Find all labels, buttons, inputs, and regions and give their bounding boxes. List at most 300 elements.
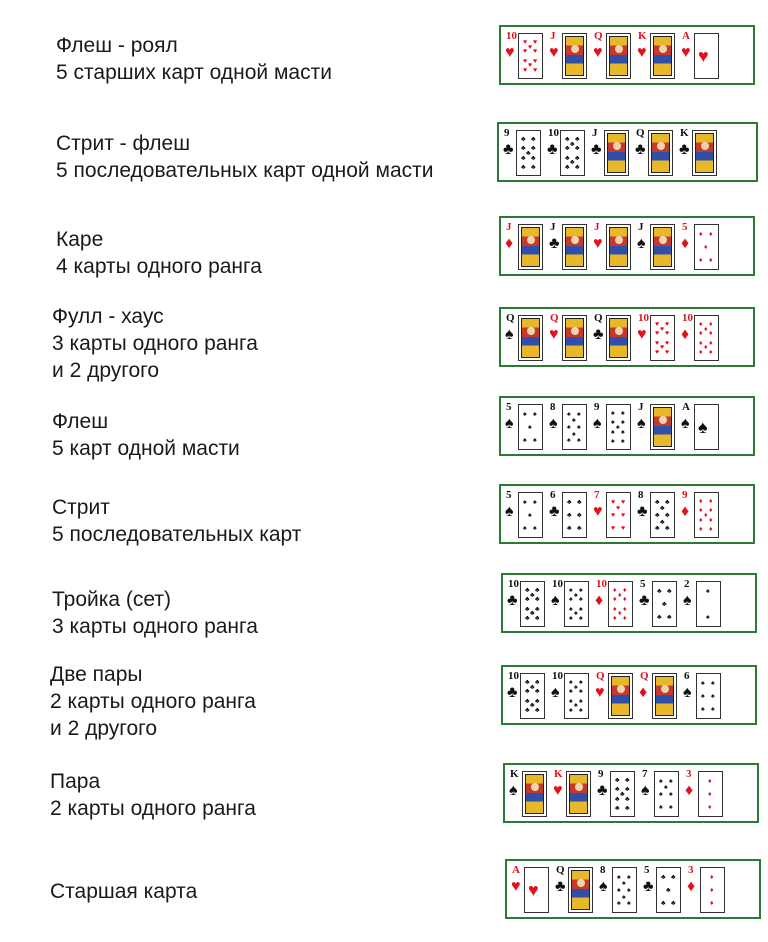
spades-pip-icon: ♠ (617, 886, 621, 894)
spades-pip-icon: ♠ (528, 511, 532, 519)
hearts-suit-icon: ♥ (549, 326, 559, 343)
spades-pip-icon: ♠ (523, 410, 527, 418)
diamonds-pip-icon: ♦ (613, 605, 617, 613)
spades-pip-icon: ♠ (569, 614, 573, 622)
playing-card (599, 865, 641, 915)
hand-description-line: 4 карты одного ранга (56, 255, 262, 278)
card-face (604, 130, 629, 176)
diamonds-pip-icon: ♦ (709, 256, 713, 264)
hearts-suit-icon: ♥ (593, 235, 603, 252)
spades-pip-icon: ♠ (567, 436, 571, 444)
card-rank: K (510, 768, 519, 780)
spades-pip-icon: ♠ (701, 692, 705, 700)
card-strip (497, 122, 758, 182)
card-face (566, 771, 591, 817)
hand-description (50, 661, 256, 742)
diamonds-pip-icon: ♦ (709, 339, 713, 347)
clubs-pip-icon: ♣ (525, 687, 530, 695)
clubs-pip-icon: ♣ (666, 886, 671, 894)
card-rank: A (682, 401, 690, 413)
card-face (608, 581, 633, 627)
clubs-suit-icon: ♣ (643, 878, 654, 895)
hearts-pip-icon: ♥ (621, 498, 626, 506)
hand-title: Флеш (52, 410, 109, 433)
court-figure-icon (653, 36, 672, 76)
card-face (654, 771, 679, 817)
playing-card (549, 490, 591, 540)
spades-pip-icon: ♠ (611, 409, 615, 417)
clubs-pip-icon: ♣ (667, 613, 672, 621)
diamonds-pip-icon: ♦ (709, 348, 713, 356)
clubs-suit-icon: ♣ (549, 235, 560, 252)
hand-description-line: 2 карты одного ранга (50, 797, 256, 820)
clubs-pip-icon: ♣ (655, 498, 660, 506)
hearts-suit-icon: ♥ (505, 44, 515, 61)
card-rank: Q (506, 312, 515, 324)
spades-pip-icon: ♠ (611, 418, 615, 426)
spades-suit-icon: ♠ (599, 878, 608, 895)
clubs-pip-icon: ♣ (625, 795, 630, 803)
card-strip (501, 665, 757, 725)
court-figure-icon (695, 133, 714, 173)
clubs-pip-icon: ♣ (530, 591, 535, 599)
card-rank: Q (596, 670, 605, 682)
clubs-pip-icon: ♣ (565, 163, 570, 171)
spades-pip-icon: ♠ (617, 873, 621, 881)
hearts-suit-icon: ♥ (549, 44, 559, 61)
diamonds-pip-icon: ♦ (710, 899, 714, 907)
spades-suit-icon: ♠ (551, 592, 560, 609)
hearts-suit-icon: ♥ (593, 503, 603, 520)
court-figure-icon (565, 36, 584, 76)
hearts-suit-icon: ♥ (637, 44, 647, 61)
diamonds-suit-icon: ♦ (687, 878, 696, 895)
clubs-pip-icon: ♣ (671, 899, 676, 907)
card-face (564, 581, 589, 627)
clubs-pip-icon: ♣ (565, 135, 570, 143)
spades-pip-icon: ♠ (569, 678, 573, 686)
card-face (564, 673, 589, 719)
spades-pip-icon: ♠ (659, 777, 663, 785)
clubs-pip-icon: ♣ (531, 163, 536, 171)
card-face (650, 315, 675, 361)
playing-card (549, 313, 591, 363)
hand-description-line: 3 карты одного ранга (52, 332, 258, 355)
diamonds-pip-icon: ♦ (699, 256, 703, 264)
diamonds-pip-icon: ♦ (699, 525, 703, 533)
diamonds-pip-icon: ♦ (704, 343, 708, 351)
clubs-suit-icon: ♣ (593, 326, 604, 343)
clubs-pip-icon: ♣ (535, 706, 540, 714)
card-face (562, 224, 587, 270)
card-rank: J (550, 221, 556, 233)
card-rank: 6 (550, 489, 556, 501)
card-face (562, 404, 587, 450)
clubs-pip-icon: ♣ (521, 135, 526, 143)
spades-pip-icon: ♠ (701, 705, 705, 713)
hand-title: Стрит (52, 496, 110, 519)
diamonds-pip-icon: ♦ (613, 614, 617, 622)
playing-card (597, 769, 639, 819)
clubs-pip-icon: ♣ (531, 144, 536, 152)
diamonds-pip-icon: ♦ (709, 506, 713, 514)
card-face (650, 404, 675, 450)
card-face (696, 673, 721, 719)
spades-suit-icon: ♠ (505, 326, 514, 343)
playing-card (595, 579, 637, 629)
card-rank: K (680, 127, 689, 139)
spades-pip-icon: ♠ (572, 430, 576, 438)
spades-pip-icon: ♠ (569, 605, 573, 613)
spades-suit-icon: ♠ (683, 684, 692, 701)
card-face (518, 404, 543, 450)
diamonds-pip-icon: ♦ (704, 243, 708, 251)
card-strip (499, 484, 755, 544)
diamonds-suit-icon: ♦ (595, 592, 604, 609)
court-figure-icon (651, 133, 670, 173)
hearts-pip-icon: ♥ (533, 38, 538, 46)
card-rank: 8 (550, 401, 556, 413)
card-rank: Q (636, 127, 645, 139)
hand-description (50, 768, 256, 822)
clubs-pip-icon: ♣ (615, 804, 620, 812)
card-rank: A (682, 30, 690, 42)
hand-description-line: 5 последовательных карт одной масти (56, 159, 434, 182)
card-face (606, 315, 631, 361)
card-face (694, 404, 719, 450)
spades-pip-icon: ♠ (664, 783, 668, 791)
card-rank: 10 (548, 127, 559, 139)
card-rank: K (638, 30, 647, 42)
playing-card (593, 31, 635, 81)
hand-description (56, 226, 262, 280)
hearts-pip-icon: ♥ (621, 511, 626, 519)
card-face (700, 867, 725, 913)
card-rank: 3 (686, 768, 692, 780)
clubs-pip-icon: ♣ (521, 144, 526, 152)
hearts-pip-icon: ♥ (665, 348, 670, 356)
hand-description-line: 2 карты одного ранга (50, 690, 256, 713)
card-rank: J (594, 221, 600, 233)
spades-pip-icon: ♠ (627, 886, 631, 894)
card-rank: Q (550, 312, 559, 324)
court-figure-icon (609, 36, 628, 76)
card-rank: 5 (506, 401, 512, 413)
card-face (694, 315, 719, 361)
card-rank: 9 (682, 489, 688, 501)
playing-card (637, 490, 679, 540)
card-rank: 10 (552, 670, 563, 682)
clubs-suit-icon: ♣ (591, 141, 602, 158)
diamonds-pip-icon: ♦ (618, 609, 622, 617)
spades-pip-icon: ♠ (701, 679, 705, 687)
hand-description-line: 5 карт одной масти (52, 437, 240, 460)
clubs-pip-icon: ♣ (575, 135, 580, 143)
card-face (518, 315, 543, 361)
playing-card (509, 769, 551, 819)
card-face (520, 581, 545, 627)
spades-pip-icon: ♠ (533, 524, 537, 532)
card-face (652, 673, 677, 719)
clubs-pip-icon: ♣ (530, 609, 535, 617)
playing-card (505, 31, 547, 81)
spades-pip-icon: ♠ (579, 586, 583, 594)
spades-pip-icon: ♠ (533, 410, 537, 418)
playing-card (687, 865, 729, 915)
spades-suit-icon: ♠ (509, 782, 518, 799)
clubs-pip-icon: ♣ (525, 697, 530, 705)
clubs-suit-icon: ♣ (549, 503, 560, 520)
card-strip (499, 396, 755, 456)
clubs-pip-icon: ♣ (535, 678, 540, 686)
spades-suit-icon: ♠ (681, 415, 690, 432)
clubs-pip-icon: ♣ (665, 498, 670, 506)
clubs-suit-icon: ♣ (507, 592, 518, 609)
spades-pip-icon: ♠ (621, 437, 625, 445)
diamonds-pip-icon: ♦ (704, 511, 708, 519)
spades-suit-icon: ♠ (593, 415, 602, 432)
hearts-pip-icon: ♥ (665, 320, 670, 328)
playing-card (505, 222, 547, 272)
card-face (518, 492, 543, 538)
clubs-pip-icon: ♣ (570, 140, 575, 148)
hearts-pip-icon: ♥ (660, 343, 665, 351)
hearts-pip-icon: ♥ (528, 61, 533, 69)
clubs-pip-icon: ♣ (521, 163, 526, 171)
hearts-suit-icon: ♥ (637, 326, 647, 343)
playing-card (593, 402, 635, 452)
spades-pip-icon: ♠ (627, 873, 631, 881)
diamonds-pip-icon: ♦ (618, 591, 622, 599)
spades-pip-icon: ♠ (622, 893, 626, 901)
clubs-pip-icon: ♣ (661, 873, 666, 881)
clubs-suit-icon: ♣ (507, 684, 518, 701)
diamonds-pip-icon: ♦ (623, 586, 627, 594)
hearts-suit-icon: ♥ (595, 684, 605, 701)
clubs-pip-icon: ♣ (530, 683, 535, 691)
clubs-pip-icon: ♣ (525, 678, 530, 686)
hearts-pip-icon: ♥ (533, 47, 538, 55)
clubs-pip-icon: ♣ (615, 785, 620, 793)
court-figure-icon (521, 227, 540, 267)
card-face (608, 673, 633, 719)
court-figure-icon (565, 318, 584, 358)
spades-suit-icon: ♠ (549, 415, 558, 432)
clubs-pip-icon: ♣ (625, 785, 630, 793)
playing-card (637, 402, 679, 452)
spades-pip-icon: ♠ (669, 777, 673, 785)
card-rank: A (512, 864, 520, 876)
card-face (606, 492, 631, 538)
card-face (656, 867, 681, 913)
playing-card (639, 579, 681, 629)
spades-pip-icon: ♠ (711, 679, 715, 687)
hand-title: Старшая карта (50, 880, 198, 903)
playing-card (551, 579, 593, 629)
spades-pip-icon: ♠ (574, 683, 578, 691)
spades-pip-icon: ♠ (523, 524, 527, 532)
card-rank: J (592, 127, 598, 139)
spades-pip-icon: ♠ (577, 423, 581, 431)
clubs-pip-icon: ♣ (575, 163, 580, 171)
playing-card (593, 313, 635, 363)
clubs-pip-icon: ♣ (531, 135, 536, 143)
card-face (694, 33, 719, 79)
card-rank: 8 (600, 864, 606, 876)
card-face (560, 130, 585, 176)
clubs-pip-icon: ♣ (530, 701, 535, 709)
hand-description-line: и 2 другого (50, 717, 158, 740)
spades-pip-icon: ♠ (569, 687, 573, 695)
court-figure-icon (521, 318, 540, 358)
card-rank: 9 (598, 768, 604, 780)
diamonds-pip-icon: ♦ (708, 803, 712, 811)
diamonds-suit-icon: ♦ (681, 326, 690, 343)
playing-card (551, 671, 593, 721)
court-figure-icon (571, 870, 590, 910)
clubs-pip-icon: ♣ (535, 586, 540, 594)
clubs-pip-icon: ♣ (575, 154, 580, 162)
clubs-suit-icon: ♣ (635, 141, 646, 158)
diamonds-suit-icon: ♦ (639, 684, 648, 701)
spades-pip-icon: ♠ (711, 705, 715, 713)
card-rank: 10 (508, 578, 519, 590)
hearts-pip-icon: ♥ (655, 320, 660, 328)
diamonds-pip-icon: ♦ (623, 595, 627, 603)
hand-description-line: 5 старших карт одной масти (56, 61, 332, 84)
hearts-pip-icon: ♥ (528, 43, 533, 51)
diamonds-suit-icon: ♦ (681, 503, 690, 520)
spades-suit-icon: ♠ (637, 235, 646, 252)
clubs-pip-icon: ♣ (535, 687, 540, 695)
hand-title: Флеш - роял (56, 34, 178, 57)
clubs-pip-icon: ♣ (577, 511, 582, 519)
clubs-pip-icon: ♣ (525, 595, 530, 603)
spades-pip-icon: ♠ (567, 423, 571, 431)
hearts-pip-icon: ♥ (523, 38, 528, 46)
diamonds-pip-icon: ♦ (699, 320, 703, 328)
clubs-suit-icon: ♣ (547, 141, 558, 158)
card-rank: J (506, 221, 512, 233)
card-rank: 3 (688, 864, 694, 876)
card-rank: J (638, 401, 644, 413)
clubs-pip-icon: ♣ (535, 697, 540, 705)
hand-description (56, 130, 433, 184)
playing-card (547, 128, 589, 178)
spades-pip-icon: ♠ (611, 428, 615, 436)
clubs-pip-icon: ♣ (625, 804, 630, 812)
spades-pip-icon: ♠ (579, 706, 583, 714)
hearts-pip-icon: ♥ (655, 348, 660, 356)
diamonds-pip-icon: ♦ (704, 325, 708, 333)
spades-suit-icon: ♠ (551, 684, 560, 701)
clubs-pip-icon: ♣ (660, 518, 665, 526)
card-strip (499, 307, 755, 367)
hand-description (52, 494, 301, 548)
spades-pip-icon: ♠ (579, 687, 583, 695)
card-face (692, 130, 717, 176)
card-face (610, 771, 635, 817)
spades-pip-icon: ♠ (669, 790, 673, 798)
card-rank: Q (640, 670, 649, 682)
card-face (518, 224, 543, 270)
spades-pip-icon: ♠ (523, 436, 527, 444)
card-strip (505, 859, 761, 919)
court-figure-icon (525, 774, 544, 814)
card-face (562, 492, 587, 538)
card-face (524, 867, 549, 913)
spades-pip-icon: ♠ (569, 595, 573, 603)
card-rank: 5 (644, 864, 650, 876)
card-face (562, 315, 587, 361)
card-rank: Q (556, 864, 565, 876)
clubs-pip-icon: ♣ (565, 144, 570, 152)
clubs-pip-icon: ♣ (662, 600, 667, 608)
card-rank: J (638, 221, 644, 233)
clubs-pip-icon: ♣ (657, 587, 662, 595)
hearts-pip-icon: ♥ (533, 57, 538, 65)
hand-description (56, 32, 332, 86)
clubs-pip-icon: ♣ (657, 613, 662, 621)
playing-card (681, 313, 723, 363)
card-face (568, 867, 593, 913)
hearts-pip-icon: ♥ (655, 329, 660, 337)
spades-pip-icon: ♠ (579, 605, 583, 613)
card-face (612, 867, 637, 913)
court-figure-icon (655, 676, 674, 716)
card-face (652, 581, 677, 627)
playing-card (507, 671, 549, 721)
card-rank: 10 (682, 312, 693, 324)
playing-card (681, 490, 723, 540)
hand-title: Стрит - флеш (56, 132, 191, 155)
playing-card (505, 490, 547, 540)
clubs-pip-icon: ♣ (525, 614, 530, 622)
card-face (520, 673, 545, 719)
court-figure-icon (569, 774, 588, 814)
playing-card (505, 313, 547, 363)
spades-pip-icon: ♠ (627, 899, 631, 907)
hand-title: Пара (50, 770, 101, 793)
diamonds-pip-icon: ♦ (710, 873, 714, 881)
spades-pip-icon: ♠ (669, 803, 673, 811)
diamonds-pip-icon: ♦ (613, 595, 617, 603)
spades-pip-icon: ♠ (617, 899, 621, 907)
clubs-pip-icon: ♣ (620, 790, 625, 798)
playing-card (681, 222, 723, 272)
court-figure-icon (611, 676, 630, 716)
card-rank: Q (594, 312, 603, 324)
card-strip (499, 25, 755, 85)
clubs-pip-icon: ♣ (535, 614, 540, 622)
card-rank: 6 (684, 670, 690, 682)
playing-card (685, 769, 727, 819)
playing-card (549, 402, 591, 452)
diamonds-pip-icon: ♦ (699, 497, 703, 505)
diamonds-pip-icon: ♦ (623, 605, 627, 613)
card-strip (503, 763, 759, 823)
card-rank: 10 (638, 312, 649, 324)
card-face (694, 492, 719, 538)
playing-card (641, 769, 683, 819)
diamonds-suit-icon: ♦ (681, 235, 690, 252)
spades-pip-icon: ♠ (659, 790, 663, 798)
card-face (606, 224, 631, 270)
playing-card (553, 769, 595, 819)
hearts-suit-icon: ♥ (511, 878, 521, 895)
spades-pip-icon: ♠ (574, 609, 578, 617)
hand-description-line: и 2 другого (52, 359, 160, 382)
